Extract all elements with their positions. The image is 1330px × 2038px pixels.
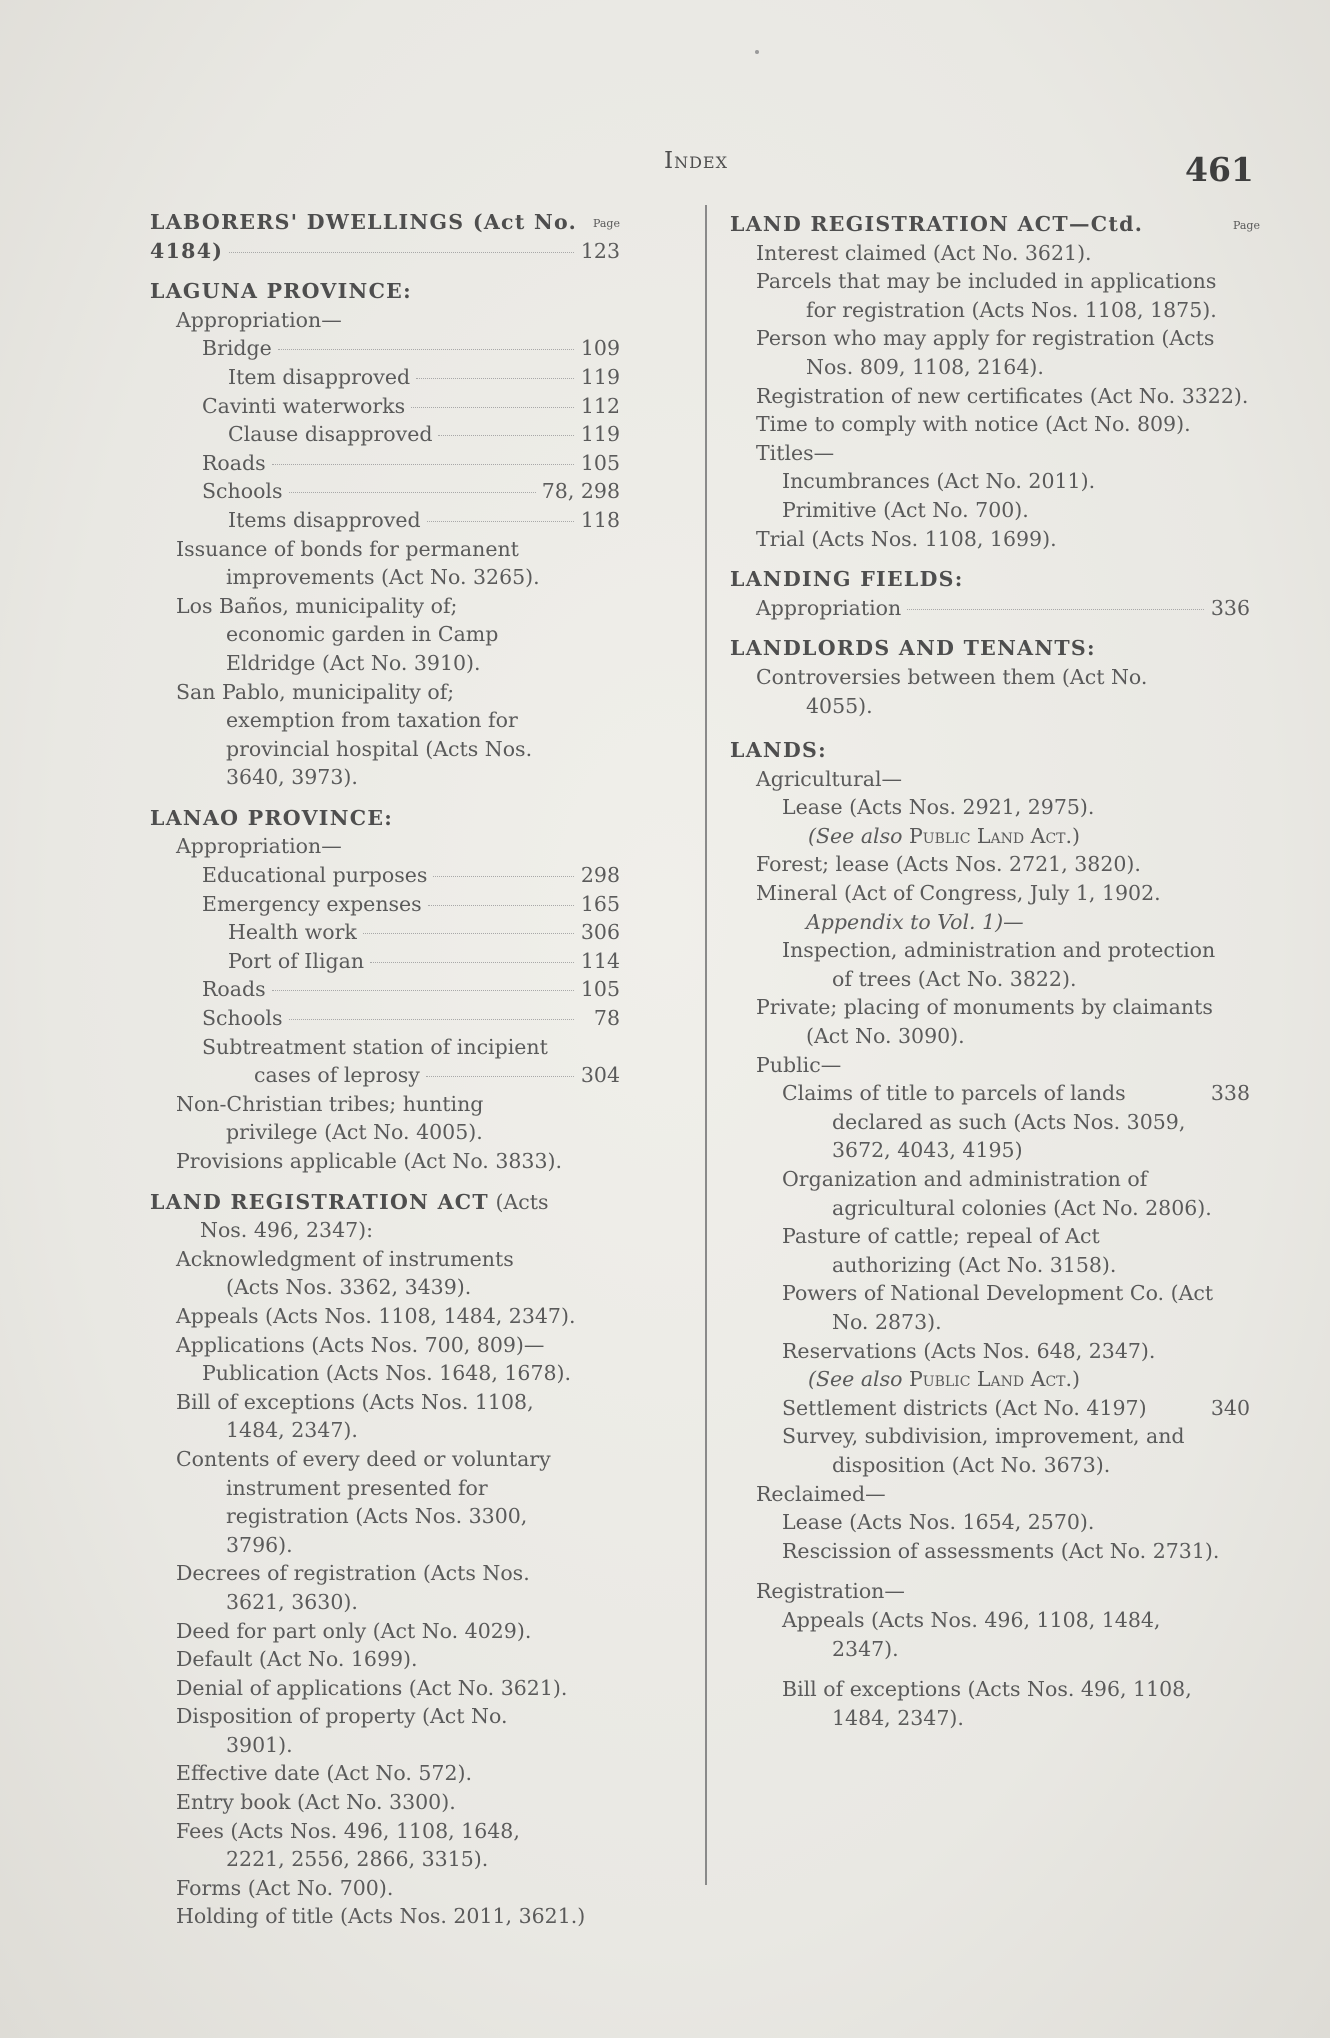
subentry-entry: Entry book (Act No. 3300).	[176, 1790, 456, 1815]
section-heading-lands: LANDS:	[730, 738, 828, 763]
entry-text: cases of leprosy	[254, 1063, 420, 1088]
subentry-inspection: Inspection, administration and protection of trees (Act No. 3822).	[782, 938, 1216, 991]
subentry-parcels: Parcels that may be included in applications for registration (Acts Nos. 1108, 1875).	[756, 269, 1217, 322]
subentry-lanao-appropriation: Appropriation—	[176, 834, 342, 859]
entry-heading: LABORERS' DWELLINGS (Act No.	[150, 210, 578, 234]
subentry-clause	[150, 420, 620, 449]
index-entry-laborers-cont	[150, 237, 620, 266]
entry-text: Roads	[202, 450, 266, 475]
section-heading-landlords: LANDLORDS AND TENANTS:	[730, 636, 1096, 661]
section-heading-land-registration	[150, 1188, 620, 1245]
subentry-default: Default (Act No. 1699).	[176, 1647, 418, 1672]
subentry-nonchristian: Non-Christian tribes; hunting privilege (Act No. 4005).	[176, 1091, 484, 1145]
section-heading-landing: LANDING FIELDS:	[730, 567, 964, 592]
column-divider	[705, 205, 707, 1885]
subentry-survey: Survey, subdivision, improvement, and disposition (Act No. 3673).	[782, 1424, 1185, 1477]
subentry-agricultural: Agricultural—	[756, 766, 903, 791]
leader-dots	[229, 252, 574, 253]
page-number: 461	[1185, 150, 1254, 189]
entry-text: Roads	[202, 977, 266, 1002]
subentry-disposition: Disposition of property (Act No. 3901).	[176, 1704, 508, 1757]
subentry-appeals: Appeals (Acts Nos. 1108, 1484, 2347).	[176, 1303, 576, 1328]
subentry-rescission: Rescission of assessments (Act No. 2731).	[782, 1538, 1220, 1563]
leader-dots	[272, 990, 574, 991]
entry-text: Cavinti waterworks	[202, 393, 406, 418]
subentry-reg-bill: Bill of exceptions (Acts Nos. 496, 1108, 1484, 2347).	[782, 1677, 1192, 1730]
subentry-pasture: Pasture of cattle; repeal of Act authorizing (Act No. 3158).	[782, 1224, 1117, 1277]
subentry-bill: Bill of exceptions (Acts Nos. 1108, 1484, 2347).	[176, 1389, 534, 1443]
subentry-issuance: Issuance of bonds for permanent improvements (Act No. 3265).	[176, 536, 540, 590]
right-column	[730, 210, 1260, 1732]
leader-dots	[416, 378, 574, 379]
leader-dots	[289, 1019, 575, 1020]
page-ref: 118	[580, 507, 620, 532]
leader-dots	[438, 435, 574, 436]
subentry-ack: Acknowledgment of instruments (Acts Nos. 3362, 3439).	[176, 1246, 514, 1300]
leader-dots	[433, 876, 574, 877]
subentry-holding: Holding of title (Acts Nos. 2011, 3621.)	[176, 1904, 586, 1929]
entry-text: Appropriation	[756, 595, 902, 620]
subentry-items-disapproved	[150, 506, 620, 535]
page-ref: 340	[1210, 1395, 1250, 1420]
subentry-denial: Denial of applications (Act No. 3621).	[176, 1675, 568, 1700]
page-ref: 105	[580, 450, 620, 475]
subentry-see-also-2	[730, 1365, 1250, 1394]
entry-text: Health work	[228, 920, 357, 945]
leader-dots	[289, 492, 536, 493]
page-ref: 338	[1210, 1081, 1250, 1106]
subentry-deed: Deed for part only (Act No. 4029).	[176, 1618, 532, 1643]
index-entry-laborers	[150, 208, 620, 237]
subentry-landing-approp	[730, 594, 1250, 623]
subentry-subtreatment: Subtreatment station of incipient	[202, 1034, 548, 1059]
subentry-reg-appeals: Appeals (Acts Nos. 496, 1108, 1484, 2347).	[782, 1607, 1161, 1661]
subentry-organization: Organization and administration of agricultural colonies (Act No. 2806).	[782, 1167, 1212, 1220]
leader-dots	[907, 609, 1204, 610]
subentry-publication: Publication (Acts Nos. 1648, 1678).	[202, 1361, 572, 1386]
page-ref: 304	[580, 1063, 620, 1088]
page-ref: 336	[1210, 595, 1250, 620]
subentry-bridge	[150, 334, 620, 363]
entry-text: Item disapproved	[228, 364, 411, 389]
subentry-registration: Registration—	[756, 1579, 905, 1604]
cross-reference: Public Land Act.)	[908, 823, 1081, 848]
page-ref: 119	[580, 422, 620, 447]
subentry-sanpablo: San Pablo, municipality of; exemption from taxation for provincial hospital (Acts Nos. 3640, 3973).	[176, 679, 533, 790]
subentry-port	[150, 947, 620, 976]
see-also-text: (See also	[808, 1367, 909, 1392]
subentry-lanao-roads	[150, 975, 620, 1004]
subentry-forest: Forest; lease (Acts Nos. 2721, 3820).	[756, 852, 1141, 877]
entry-text: Schools	[202, 479, 283, 504]
page-ref: 105	[580, 977, 620, 1002]
appendix-ref: Appendix to Vol. 1)—	[806, 909, 1024, 934]
page-ref: 165	[580, 891, 620, 916]
subentry-mineral	[730, 879, 1250, 936]
section-heading-text: LAND REGISTRATION ACT	[150, 1189, 489, 1214]
running-title: Index	[664, 148, 728, 174]
page-ref: 123	[580, 238, 620, 263]
entry-heading-cont: 4184)	[150, 238, 224, 263]
entry-text: Bridge	[202, 336, 272, 361]
subentry-controversies: Controversies between them (Act No. 4055).	[756, 664, 1148, 718]
subentry-reg-new: Registration of new certificates (Act No. 3322).	[756, 383, 1249, 408]
section-heading-acts: (Acts Nos. 496, 2347):	[200, 1189, 549, 1243]
page-ref: 109	[580, 336, 620, 361]
entry-text: Clause disapproved	[228, 422, 433, 447]
entry-text: Port of Iligan	[228, 948, 365, 973]
section-heading-lanao: LANAO PROVINCE:	[150, 805, 394, 830]
subentry-primitive: Primitive (Act No. 700).	[782, 497, 1029, 522]
page-column-heading: Page	[592, 217, 620, 230]
subentry-interest: Interest claimed (Act No. 3621).	[756, 240, 1092, 265]
leader-dots	[363, 933, 574, 934]
subentry-titles: Titles—	[756, 440, 835, 465]
section-heading-laguna: LAGUNA PROVINCE:	[150, 279, 412, 304]
leader-dots	[278, 349, 574, 350]
subentry-roads	[150, 449, 620, 478]
subentry-settlement	[730, 1394, 1250, 1423]
entry-text: Settlement districts (Act No. 4197)	[782, 1395, 1147, 1420]
subentry-appropriation: Appropriation—	[176, 307, 342, 332]
subentry-lanao-schools	[150, 1004, 620, 1033]
page-ref: 78, 298	[541, 479, 620, 504]
subentry-provisions: Provisions applicable (Act No. 3833).	[176, 1149, 563, 1173]
page-ref: 78	[593, 1006, 620, 1031]
leader-dots	[427, 521, 574, 522]
subentry-reclaimed-lease: Lease (Acts Nos. 1654, 2570).	[782, 1510, 1095, 1535]
page-ref: 112	[580, 393, 620, 418]
cross-reference: Public Land Act.)	[908, 1367, 1081, 1392]
ink-speck	[755, 50, 759, 54]
leader-dots	[272, 464, 574, 465]
subentry-reclaimed: Reclaimed—	[756, 1481, 886, 1506]
subentry-time: Time to comply with notice (Act No. 809).	[756, 412, 1191, 437]
subentry-decrees: Decrees of registration (Acts Nos. 3621, 3630).	[176, 1561, 530, 1614]
subentry-emergency	[150, 890, 620, 919]
subentry-public: Public—	[756, 1052, 842, 1077]
subentry-see-also-1	[730, 822, 1250, 851]
subentry-trial: Trial (Acts Nos. 1108, 1699).	[756, 526, 1057, 551]
subentry-schools	[150, 477, 620, 506]
entry-text: Schools	[202, 1006, 283, 1031]
subentry-health	[150, 918, 620, 947]
subentry-cavinti	[150, 392, 620, 421]
leader-dots	[370, 962, 574, 963]
section-heading-text: LAND REGISTRATION ACT—Ctd.	[730, 212, 1144, 236]
section-heading-lra-ctd	[730, 210, 1260, 239]
leader-dots	[426, 1076, 574, 1077]
subentry-applications: Applications (Acts Nos. 700, 809)—	[176, 1332, 545, 1357]
page-ref: 306	[580, 920, 620, 945]
subentry-incumbrances: Incumbrances (Act No. 2011).	[782, 469, 1096, 494]
entry-text: Emergency expenses	[202, 891, 422, 916]
subentry-educational	[150, 861, 620, 890]
subentry-person: Person who may apply for registration (Acts Nos. 809, 1108, 2164).	[756, 326, 1215, 379]
see-also-text: (See also	[808, 823, 909, 848]
page-column-heading: Page	[1232, 219, 1260, 232]
subentry-lease: Lease (Acts Nos. 2921, 2975).	[782, 795, 1095, 820]
leader-dots	[428, 905, 574, 906]
subentry-reservations: Reservations (Acts Nos. 648, 2347).	[782, 1338, 1156, 1363]
subentry-contents: Contents of every deed or voluntary instrument presented for registration (Acts Nos. 3300, 3796).	[176, 1446, 551, 1557]
page-ref: 298	[580, 863, 620, 888]
entry-text: Mineral (Act of Congress, July 1, 1902.	[756, 881, 1161, 906]
left-column	[150, 208, 620, 1931]
leader-dots	[411, 407, 574, 408]
subentry-effective: Effective date (Act No. 572).	[176, 1761, 473, 1786]
page-ref: 114	[580, 948, 620, 973]
subentry-powers: Powers of National Development Co. (Act No. 2873).	[782, 1281, 1214, 1334]
subentry-forms: Forms (Act No. 700).	[176, 1875, 394, 1900]
entry-text: Items disapproved	[228, 507, 421, 532]
entry-text: Educational purposes	[202, 863, 428, 888]
subentry-claims	[730, 1079, 1250, 1165]
subentry-private: Private; placing of monuments by claimants (Act No. 3090).	[756, 995, 1213, 1049]
entry-text: Claims of title to parcels of lands declared as such (Acts Nos. 3059, 3672, 4043, 4195)	[782, 1081, 1186, 1163]
subentry-losbanos: Los Baños, municipality of; economic garden in Camp Eldridge (Act No. 3910).	[176, 593, 499, 675]
subentry-item-disapproved	[150, 363, 620, 392]
subentry-fees: Fees (Acts Nos. 496, 1108, 1648, 2221, 2556, 2866, 3315).	[176, 1818, 520, 1872]
subentry-subtreatment-cont	[150, 1061, 620, 1090]
page-ref: 119	[580, 364, 620, 389]
